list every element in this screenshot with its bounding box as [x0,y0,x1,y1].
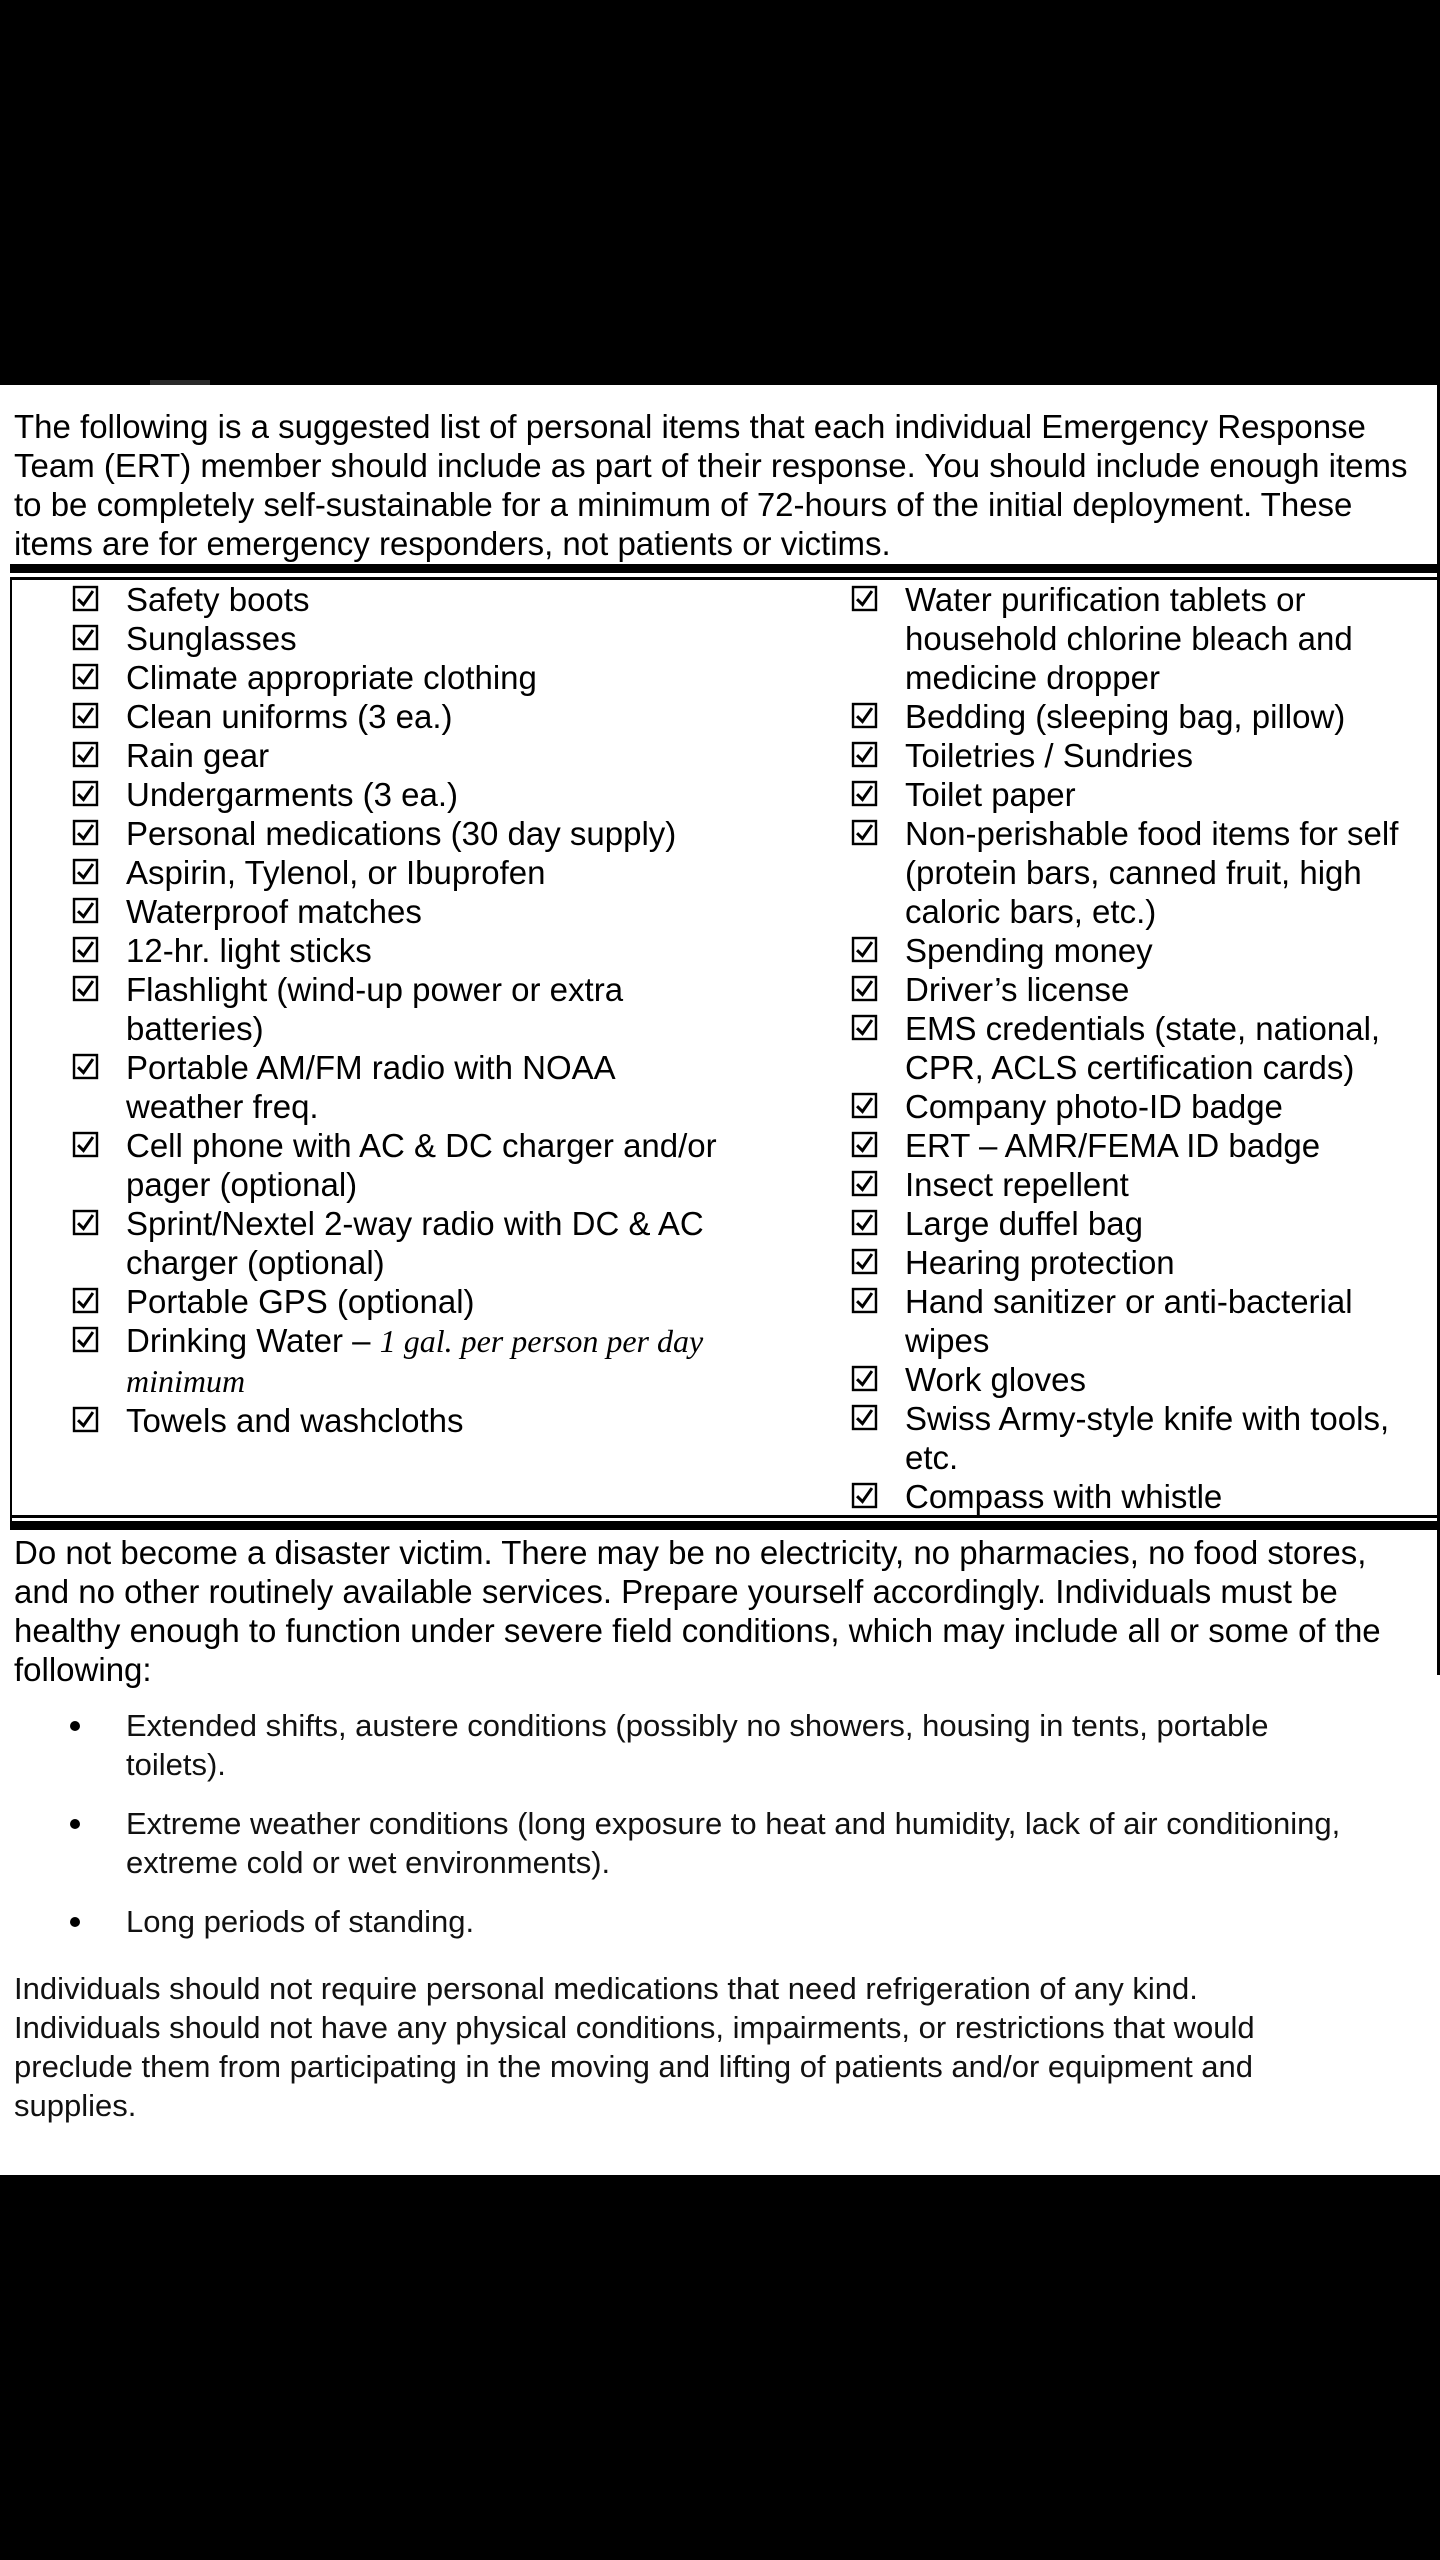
checklist-item-text: Aspirin, Tylenol, or Ibuprofen [126,854,546,891]
checked-box-icon [851,1209,878,1236]
checklist-item-label [905,580,1440,697]
top-thick-rule [10,564,1440,573]
checklist-item-text: Portable GPS (optional) [126,1283,475,1320]
bullet-icon [70,1917,80,1927]
checklist-item-text: Drinking Water – [126,1322,380,1359]
checklist-item [72,1126,722,1204]
checked-box-icon [72,1053,99,1080]
checklist-item [851,1165,1440,1204]
checklist-item-text: Non-perishable food items for self (protein bars, canned fruit, high caloric bars, etc.) [905,815,1399,930]
warning-paragraph: Do not become a disaster victim. There may be no electricity, no pharmacies, no food stores, and no other routinely available services. Prepare yourself accordingly. Individuals must be healthy enough to function under severe field conditions, which may include all or some of the following: [14,1534,1381,1688]
checked-box-icon [851,1131,878,1158]
checklist-item [72,1204,722,1282]
checklist-item-text: Rain gear [126,737,270,774]
checked-box-icon [851,1248,878,1275]
checklist-right-column [851,580,1440,1516]
checklist-item [72,775,722,814]
checked-box-icon [72,936,99,963]
checklist-item-text: Undergarments (3 ea.) [126,776,458,813]
checklist-item-label [126,697,722,736]
checked-box-icon [851,1482,878,1509]
checklist-item-label [905,1477,1440,1516]
checked-box-icon [72,1406,99,1433]
checked-box-icon [851,936,878,963]
checked-box-icon [851,1287,878,1314]
checklist-item-label [126,892,722,931]
checklist-item-text: Insect repellent [905,1166,1129,1203]
checklist-item-label [126,775,722,814]
checklist-item-text: Hand sanitizer or anti-bacterial wipes [905,1283,1353,1359]
document-page [0,385,1440,2175]
checklist-item [851,814,1440,931]
checklist-item-note: 1 gal. per person per day minimum [126,1323,704,1399]
checklist-item [72,814,722,853]
checked-box-icon [72,663,99,690]
checklist-item-text: Flashlight (wind-up power or extra batteries) [126,971,624,1047]
checklist-item-label [905,1360,1440,1399]
checklist-item-label [905,814,1440,931]
checklist-item [72,1282,722,1321]
checklist-item-label [126,1126,722,1204]
condition-item [0,1804,1440,1882]
checklist-item-label [905,1126,1440,1165]
checklist-item [851,736,1440,775]
checklist-item [851,1087,1440,1126]
checklist-item-text: Towels and washcloths [126,1402,464,1439]
table-left-border [10,577,12,1527]
checklist-item [851,1243,1440,1282]
condition-text: Extended shifts, austere conditions (possibly no showers, housing in tents, portable toilets). [126,1708,1269,1782]
checklist-item-label [905,697,1440,736]
intro-paragraph: The following is a suggested list of personal items that each individual Emergency Response Team (ERT) member should include as part of their response. You should include enough items to be completely self-sustainable for a minimum of 72-hours of the initial deployment. These items are for emergency responders, not patients or victims. [14,408,1408,562]
checklist-item-label [126,580,722,619]
checklist-item [72,658,722,697]
checked-box-icon [72,1287,99,1314]
checklist-item-label [905,970,1440,1009]
checklist-item [72,619,722,658]
bullet-icon [70,1721,80,1731]
checklist-item-text: Cell phone with AC & DC charger and/or pager (optional) [126,1127,717,1203]
checklist-item [851,970,1440,1009]
checked-box-icon [851,780,878,807]
closing-paragraph: Individuals should not require personal medications that need refrigeration of any kind. Individuals should not have any physical conditions, impairments, or restrictions that would preclude them from participating in the moving and lifting of patients and/or equipment and supplies. [14,1971,1255,2123]
checked-box-icon [72,780,99,807]
checklist-item-label [126,736,722,775]
checked-box-icon [851,975,878,1002]
checked-box-icon [72,1326,99,1353]
checklist-item [72,697,722,736]
checklist-item-text: Safety boots [126,581,310,618]
checklist-item [851,1204,1440,1243]
checklist-item [851,1399,1440,1477]
checklist-item-text: Climate appropriate clothing [126,659,537,696]
checklist-item [72,1048,722,1126]
checklist-item-text: Bedding (sleeping bag, pillow) [905,698,1346,735]
checklist-item-text: Work gloves [905,1361,1086,1398]
checklist-item [851,1360,1440,1399]
checklist-item-label [126,619,722,658]
checked-box-icon [851,741,878,768]
checked-box-icon [851,702,878,729]
checklist-item-text: Waterproof matches [126,893,422,930]
checklist-item [851,1009,1440,1087]
checklist-item-label [126,658,722,697]
checklist-item-label [905,1165,1440,1204]
checklist-item-text: Toilet paper [905,776,1076,813]
checked-box-icon [851,1170,878,1197]
checklist-item-label [126,1282,722,1321]
checklist-item-text: Toiletries / Sundries [905,737,1193,774]
checked-box-icon [851,819,878,846]
checklist-item [851,931,1440,970]
checked-box-icon [72,858,99,885]
checked-box-icon [72,975,99,1002]
checklist-item-text: Portable AM/FM radio with NOAA weather freq. [126,1049,614,1125]
checklist-item-label [905,1243,1440,1282]
checklist-item [851,1477,1440,1516]
checklist-item-label [905,1204,1440,1243]
checklist-item-label [905,1009,1440,1087]
checklist-item-label [905,736,1440,775]
checklist-item-label [905,775,1440,814]
condition-item [0,1902,1440,1941]
checklist-item [72,1321,722,1401]
checklist-item-label [126,1401,722,1440]
checklist-item [72,1401,722,1440]
checklist-item-label [126,853,722,892]
checked-box-icon [851,1365,878,1392]
checked-box-icon [72,1131,99,1158]
checklist-item [851,1282,1440,1360]
bullet-icon [70,1819,80,1829]
checked-box-icon [851,1014,878,1041]
checklist-item-text: Compass with whistle [905,1478,1223,1515]
checklist-item-text: Hearing protection [905,1244,1175,1281]
checklist-item-label [905,1399,1440,1477]
checklist-item-text: Driver’s license [905,971,1130,1008]
checklist-item [72,736,722,775]
checklist-item [72,931,722,970]
checked-box-icon [72,819,99,846]
checklist-item-label [126,970,722,1048]
checklist-item-text: Sprint/Nextel 2-way radio with DC & AC charger (optional) [126,1205,704,1281]
condition-text: Long periods of standing. [126,1904,475,1939]
checklist-item-text: Personal medications (30 day supply) [126,815,677,852]
checklist-item-label [126,1048,722,1126]
bottom-thick-rule [10,1521,1440,1530]
checklist-item-label [905,1087,1440,1126]
checklist-item-text: Large duffel bag [905,1205,1143,1242]
checklist-item [72,580,722,619]
checklist-item [851,697,1440,736]
bottom-thin-rule [10,1515,1440,1518]
checklist-left-column [72,580,722,1440]
checked-box-icon [72,1209,99,1236]
checklist-item-text: Sunglasses [126,620,297,657]
checked-box-icon [851,585,878,612]
field-conditions-list [0,1706,1440,1961]
checklist-item [72,970,722,1048]
checked-box-icon [72,741,99,768]
checklist-item-text: ERT – AMR/FEMA ID badge [905,1127,1321,1164]
checklist-item-text: Spending money [905,932,1153,969]
checklist-item-label [905,931,1440,970]
checklist-item [72,853,722,892]
checklist-item-label [126,814,722,853]
checklist-item-text: Company photo-ID badge [905,1088,1283,1125]
checklist-item-text: Clean uniforms (3 ea.) [126,698,453,735]
checklist-item-label [905,1282,1440,1360]
checklist-item-text: Water purification tablets or household chlorine bleach and medicine dropper [905,581,1353,696]
checklist-item [851,1126,1440,1165]
checklist-item [851,775,1440,814]
checked-box-icon [72,897,99,924]
checked-box-icon [72,624,99,651]
checklist-item-label [126,1204,722,1282]
checklist-item-label [126,931,722,970]
checklist-item-text: Swiss Army-style knife with tools, etc. [905,1400,1390,1476]
checklist-item [72,892,722,931]
condition-item [0,1706,1440,1784]
checklist-item-text: 12-hr. light sticks [126,932,372,969]
condition-text: Extreme weather conditions (long exposure to heat and humidity, lack of air conditioning, extreme cold or wet environments). [126,1806,1341,1880]
checked-box-icon [72,702,99,729]
checked-box-icon [72,585,99,612]
checked-box-icon [851,1404,878,1431]
checklist-item-text: EMS credentials (state, national, CPR, ACLS certification cards) [905,1010,1381,1086]
checklist-item [851,580,1440,697]
checklist-item-label [126,1321,722,1401]
checked-box-icon [851,1092,878,1119]
